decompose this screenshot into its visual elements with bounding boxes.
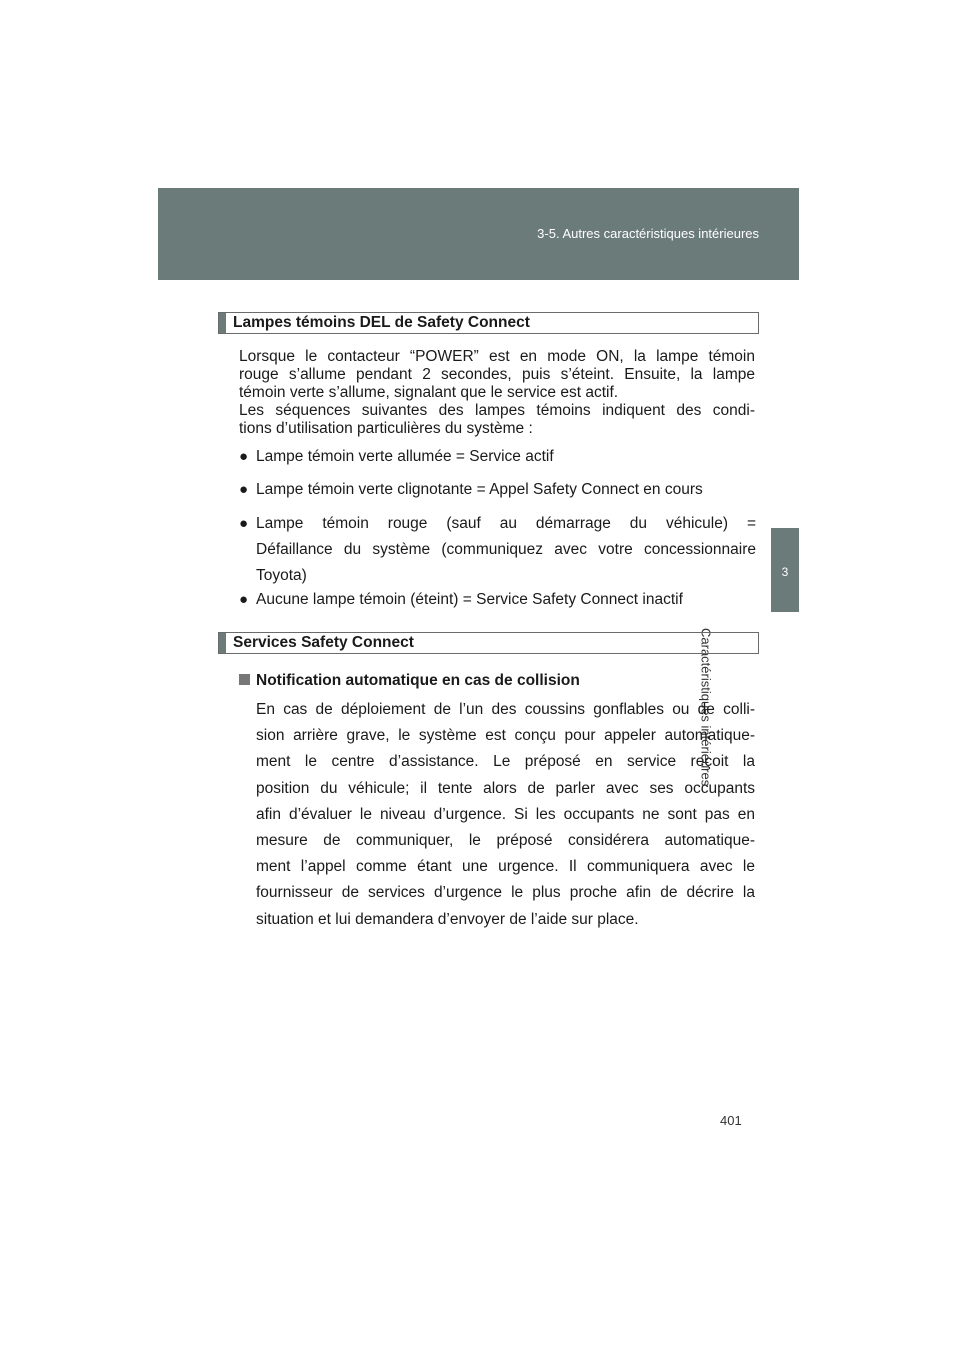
- section-heading-text: Lampes témoins DEL de Safety Connect: [233, 314, 530, 331]
- chapter-side-label-wrap: [698, 628, 793, 808]
- text-line: tions d’utilisation particulières du système :: [239, 420, 533, 437]
- chapter-header-band: [158, 188, 799, 280]
- section-heading-led-lamps: [218, 312, 759, 334]
- section-heading-services: [218, 632, 759, 654]
- section-heading-bar: [219, 313, 226, 333]
- text-line: En cas de déploiement de l’un des coussins gonflables ou de colli-: [256, 701, 755, 718]
- bullet-icon: ●: [239, 481, 249, 498]
- text-line: Lorsque le contacteur “POWER” est en mode ON, la lampe témoin: [239, 348, 755, 365]
- section-heading-text: Services Safety Connect: [233, 634, 414, 651]
- bullet-icon: ●: [239, 515, 249, 532]
- text-line: mesure de communiquer, le préposé considérera automatique-: [256, 832, 755, 850]
- text-line: position du véhicule; il tente alors de parler avec ses occupants: [256, 779, 755, 797]
- bullet-icon: ●: [239, 448, 249, 465]
- bullet-text: Aucune lampe témoin (éteint) = Service Safety Connect inactif: [256, 591, 683, 608]
- square-bullet-icon: [239, 674, 250, 685]
- text-line: Les séquences suivantes des lampes témoins indiquent des condi-: [239, 402, 755, 419]
- text-line: rouge s’allume pendant 2 secondes, puis s’éteint. Ensuite, la lampe: [239, 366, 755, 383]
- page-number: 401: [720, 1113, 742, 1128]
- text-line: témoin verte s’allume, signalant que le service est actif.: [239, 384, 619, 401]
- text-line: situation et lui demandera d’envoyer de l’aide sur place.: [256, 910, 639, 928]
- chapter-number: 3: [781, 565, 789, 579]
- text-line: ment l’appel comme étant une urgence. Il communiquera avec le: [256, 858, 755, 876]
- text-line: ment le centre d’assistance. Le préposé en service reçoit la: [256, 753, 755, 771]
- subheading-text: Notification automatique en cas de collision: [256, 672, 580, 689]
- text-line: fournisseur de services d’urgence le plus proche afin de décrire la: [256, 884, 755, 902]
- chapter-side-tab: [771, 528, 799, 612]
- bullet-icon: ●: [239, 591, 249, 608]
- bullet-text: Lampe témoin rouge (sauf au démarrage du véhicule) =: [256, 515, 756, 532]
- bullet-text: Lampe témoin verte allumée = Service actif: [256, 448, 554, 465]
- intro-paragraph: [239, 348, 755, 438]
- bullet-text: Lampe témoin verte clignotante = Appel Safety Connect en cours: [256, 481, 703, 498]
- collision-paragraph: [256, 697, 755, 933]
- subheading-collision: [239, 672, 580, 690]
- section-heading-bar: [219, 633, 226, 653]
- chapter-header-title: 3-5. Autres caractéristiques intérieures: [537, 226, 759, 241]
- text-line: afin d’évaluer le niveau d’urgence. Si les occupants ne sont pas en: [256, 805, 755, 823]
- chapter-side-label: Caractéristiques intérieures: [698, 628, 714, 787]
- text-line: sion arrière grave, le système est conçu pour appeler automatique-: [256, 727, 755, 745]
- bullet-text: Toyota): [256, 567, 307, 584]
- bullet-text: Défaillance du système (communiquez avec votre concessionnaire: [256, 541, 756, 558]
